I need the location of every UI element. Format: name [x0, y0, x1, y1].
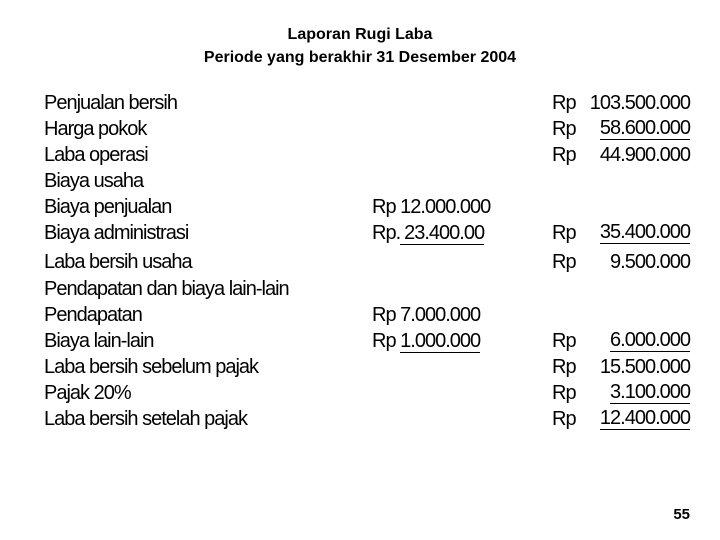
row-amount: 44.900.000 — [599, 144, 690, 166]
row-currency: Rp — [552, 92, 576, 114]
row-currency: Rp — [552, 330, 576, 352]
row-currency: Rp — [552, 408, 576, 430]
row-sub-value: 7.000.000 — [400, 304, 481, 326]
row-currency: Rp — [552, 118, 576, 140]
row-sub-amount — [372, 221, 484, 245]
row-label: Harga pokok — [44, 118, 147, 140]
row-amount: 103.500.000 — [589, 92, 690, 114]
statement-row-pendapatan-dan-biaya — [0, 277, 720, 303]
row-label: Biaya usaha — [44, 170, 144, 192]
statement-row-biaya-lain-lain — [0, 329, 720, 355]
statement-row-pendapatan — [0, 303, 720, 329]
row-sub-value: 1.000.000 — [400, 330, 481, 352]
row-sub-currency: Rp — [372, 304, 396, 326]
row-amount: 15.500.000 — [599, 356, 690, 378]
row-currency: Rp — [552, 356, 576, 378]
row-currency: Rp — [552, 251, 576, 273]
row-currency: Rp — [552, 382, 576, 404]
row-amount: 35.400.000 — [599, 221, 690, 243]
row-sub-value: 23.400.00 — [400, 222, 484, 245]
row-sub-value: 12.000.000 — [400, 196, 491, 218]
row-sub-amount — [372, 195, 490, 219]
report-period: Periode yang berakhir 31 Desember 2004 — [203, 49, 517, 66]
row-label: Pendapatan — [44, 304, 142, 326]
row-label: Biaya administrasi — [44, 222, 189, 244]
report-title: Laporan Rugi Laba — [287, 26, 433, 43]
row-sub-currency: Rp — [372, 330, 396, 352]
statement-row-biaya-usaha — [0, 169, 720, 195]
statement-row-laba-bersih-usaha — [0, 250, 720, 276]
statement-row-penjualan-bersih — [0, 91, 720, 117]
row-label: Penjualan bersih — [44, 92, 177, 114]
statement-row-biaya-penjualan — [0, 195, 720, 221]
statement-row-laba-sebelum-pajak — [0, 355, 720, 381]
statement-row-laba-operasi — [0, 143, 720, 169]
row-label: Pendapatan dan biaya lain-lain — [44, 278, 289, 300]
row-label: Biaya lain-lain — [44, 330, 154, 352]
row-amount: 58.600.000 — [599, 117, 690, 139]
row-sub-currency: Rp. — [372, 222, 401, 244]
statement-row-pajak — [0, 381, 720, 407]
row-amount: 6.000.000 — [610, 329, 690, 351]
row-sub-amount — [372, 303, 480, 327]
statement-row-laba-setelah-pajak — [0, 407, 720, 433]
statement-row-harga-pokok — [0, 117, 720, 143]
row-label: Laba operasi — [44, 144, 148, 166]
row-label: Laba bersih sebelum pajak — [44, 356, 259, 378]
row-amount: 12.400.000 — [599, 407, 690, 429]
row-sub-amount — [372, 329, 480, 353]
row-amount: 3.100.000 — [610, 381, 690, 403]
row-label: Pajak 20% — [44, 382, 131, 404]
row-currency: Rp — [552, 144, 576, 166]
row-label: Laba bersih setelah pajak — [44, 408, 247, 430]
page-number: 55 — [673, 506, 690, 523]
row-label: Laba bersih usaha — [44, 251, 192, 273]
row-sub-currency: Rp — [372, 196, 396, 218]
row-amount: 9.500.000 — [610, 251, 690, 273]
statement-row-biaya-administrasi — [0, 221, 720, 247]
row-currency: Rp — [552, 222, 576, 244]
row-label: Biaya penjualan — [44, 196, 172, 218]
